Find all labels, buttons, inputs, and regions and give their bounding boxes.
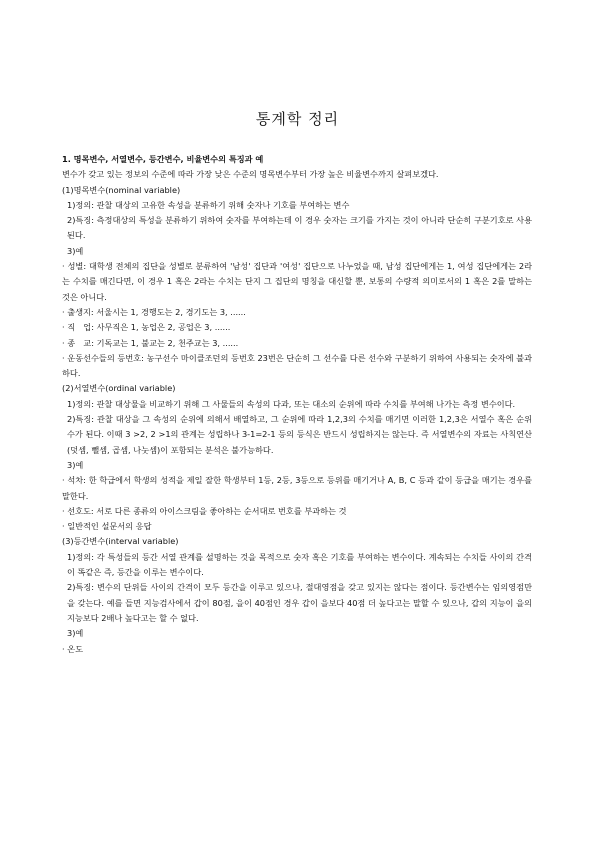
paragraph: · 온도 [62,643,84,654]
paragraph: 2)특징: 관찰 대상을 그 속성의 순위에 의해서 배열하고, 그 순위에 따라 1,2,3의 수치를 매기면 이러한 1,2,3은 서열수 혹은 순위수가 된다. 이때 3 >2, 2 >1의 관계는 성립하나 3-1=2-1 등의 등식은 반드시 성립하지는 않는다. 즉 서열변수의 자료는 사칙연산(덧셈, 뺄셈, 곱셈, 나눗셈)이 포함되는 분석은 불가능하다. [67,414,533,455]
paragraph: 1)정의: 관찰 대상물을 비교하기 위해 그 사물들의 속성의 다과, 또는 대소의 순위에 따라 수치를 부여해 나가는 측정 변수이다. [67,398,516,409]
paragraph: · 종 교: 기독교는 1, 불교는 2, 천주교는 3, ...... [62,337,239,348]
paragraph: 1)정의: 관찰 대상의 고유한 속성을 분류하기 위해 숫자나 기호를 부여하는 변수 [67,199,350,210]
paragraph: 3)예 [67,459,84,470]
paragraph: · 출생지: 서울시는 1, 경행도는 2, 경기도는 3, ...... [62,306,246,317]
page-title: 통계학 정리 [255,110,340,128]
paragraph: (2)서열변수(ordinal variable) [62,383,176,394]
section-heading: 1. 명목변수, 서열변수, 등간변수, 비율변수의 특징과 예 [62,154,264,164]
paragraph: · 직 업: 사무직은 1, 농업은 2, 공업은 3, ...... [62,322,231,333]
paragraph: · 석차: 한 학급에서 학생의 성적을 제일 잘한 학생부터 1등, 2등, 3등으로 등위를 매기거나 A, B, C 등과 같이 등급을 매기는 경우를 말한다. [62,475,532,501]
paragraph: 2)특징: 변수의 단위들 사이의 간격이 모두 등간을 이루고 있으나, 절대영점을 갖고 있지는 않다는 점이다. 등간변수는 임의영점만을 갖는다. 예를 들면 지능검사에서 갑이 80점, 을이 40점인 경우 갑이 을보다 40점 더 높다고는 말할 수 있으나, 갑의 지능이 을의 지능보다 2배나 높다고는 할 수 없다. [67,582,532,623]
paragraph: 3)예 [67,628,84,639]
paragraph: 변수가 갖고 있는 정보의 수준에 따라 가장 낮은 수준의 명목변수부터 가장 높은 비율변수까지 살펴보겠다. [62,169,439,180]
document-body [62,152,532,657]
paragraph: 3)예 [67,245,84,256]
paragraph: 2)특징: 측정대상의 특성을 분류하기 위하여 숫자를 부여하는데 이 경우 숫자는 크기를 가지는 것이 아니라 단순히 구분기호로 사용된다. [67,215,532,241]
paragraph: · 운동선수들의 등번호: 농구선수 마이클조던의 등번호 23번은 단순히 그 선수를 다른 선수와 구분하기 위하여 사용되는 숫자에 불과하다. [62,352,532,379]
paragraph: (3)등간변수(interval variable) [62,536,179,547]
paragraph-list [62,167,532,657]
paragraph: · 성별: 대학생 전체의 집단을 성별로 분류하여 '남성' 집단과 '여성' 집단으로 나누었을 때, 남성 집단에게는 1, 여성 집단에게는 2라는 수치를 매긴다면, 이 경우 1 혹은 2라는 수치는 단지 그 집단의 명칭을 대신할 뿐, 보통의 수량적 의미로서의 1 혹은 2를 말하는 것은 아니다. [62,261,532,302]
paragraph: (1)명목변수(nominal variable) [62,184,181,195]
paragraph: · 일반적인 설문서의 응답 [62,521,152,532]
paragraph: 1)정의: 각 특성들의 등간 서열 관계를 설명하는 것을 목적으로 숫자 혹은 기호를 부여하는 변수이다. 계속되는 수치들 사이의 간격이 똑같은 즉, 등간을 이루는 변수이다. [67,551,532,578]
paragraph: · 선호도: 서로 다른 종류의 아이스크림을 좋아하는 순서대로 번호를 부과하는 것 [62,505,347,516]
